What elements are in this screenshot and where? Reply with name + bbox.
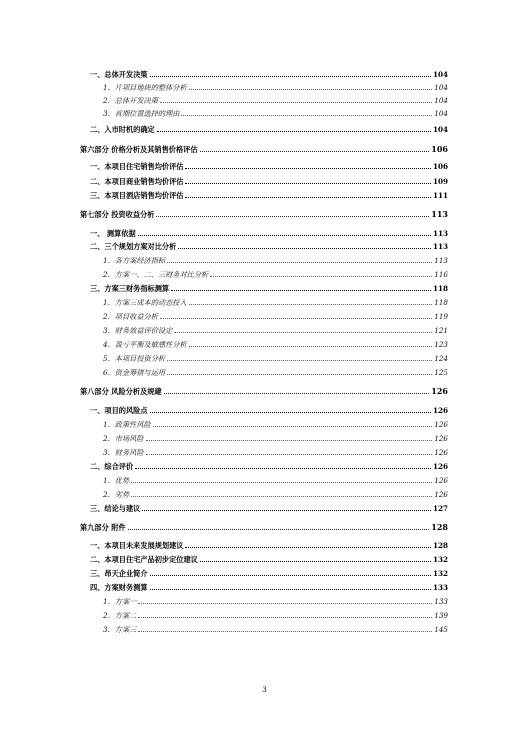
dot-leader xyxy=(174,332,432,333)
toc-entry-page: 145 xyxy=(434,625,448,634)
toc-entry-page: 133 xyxy=(432,583,448,592)
toc-entry-page: 118 xyxy=(434,298,448,307)
toc-section-entry[interactable] xyxy=(90,583,448,592)
toc-subsection-entry[interactable] xyxy=(103,611,448,620)
toc-section-entry[interactable] xyxy=(90,284,448,293)
toc-entry-label: 3．财务效益评价设定 xyxy=(103,326,173,335)
toc-entry-page: 111 xyxy=(432,191,448,200)
toc-entry-label: 一、本项目住宅销售均价评估 xyxy=(90,162,184,171)
toc-subsection-entry[interactable] xyxy=(103,448,448,457)
toc-entry-label: 三、结论与建议 xyxy=(90,504,141,513)
dot-leader xyxy=(135,468,431,469)
toc-subsection-entry[interactable] xyxy=(103,83,448,92)
dot-leader xyxy=(138,235,431,236)
toc-subsection-entry[interactable] xyxy=(103,476,448,485)
toc-entry-page: 104 xyxy=(434,109,448,118)
toc-entry-page: 126 xyxy=(434,476,448,485)
toc-subsection-entry[interactable] xyxy=(103,434,448,443)
toc-entry-page: 126 xyxy=(434,490,448,499)
toc-entry-page: 104 xyxy=(432,125,448,134)
toc-section-entry[interactable] xyxy=(90,191,448,200)
toc-entry-label: 三、昂天企业简介 xyxy=(90,569,148,578)
toc-section-entry[interactable] xyxy=(90,555,448,564)
toc-subsection-entry[interactable] xyxy=(103,312,448,321)
toc-subsection-entry[interactable] xyxy=(103,109,448,118)
toc-entry-page: 139 xyxy=(434,611,448,620)
toc-entry-page: 128 xyxy=(431,522,448,532)
toc-entry-label: 二、本项目商业销售均价评估 xyxy=(90,177,184,186)
dot-leader xyxy=(189,304,433,305)
toc-section-entry[interactable] xyxy=(90,541,448,550)
toc-part-heading[interactable] xyxy=(80,523,448,532)
toc-entry-page: 113 xyxy=(431,209,448,219)
dot-leader xyxy=(138,631,432,632)
toc-entry-label: 三、本项目酒店销售均价评估 xyxy=(90,191,184,200)
toc-entry-page: 128 xyxy=(432,541,448,550)
toc-part-heading[interactable] xyxy=(80,145,448,154)
dot-leader xyxy=(185,197,431,198)
dot-leader xyxy=(181,115,432,116)
toc-entry-label: 1．方案一 xyxy=(103,597,137,606)
dot-leader xyxy=(146,454,433,455)
dot-leader xyxy=(210,276,432,277)
toc-section-entry[interactable] xyxy=(90,70,448,79)
toc-entry-label: 一、 测算依据 xyxy=(90,229,136,238)
dot-leader xyxy=(131,496,432,497)
dot-leader xyxy=(138,617,432,618)
toc-entry-label: 5．本项目投资分析 xyxy=(103,354,166,363)
toc-entry-label: 第六部分 价格分析及其销售价格评估 xyxy=(80,145,198,154)
toc-subsection-entry[interactable] xyxy=(103,96,448,105)
toc-entry-label: 2．总体开发决策 xyxy=(103,96,158,105)
dot-leader xyxy=(167,262,432,263)
toc-entry-page: 126 xyxy=(432,406,448,415)
toc-entry-label: 二、三个规划方案对比分析 xyxy=(90,242,177,251)
toc-entry-page: 133 xyxy=(434,597,448,606)
toc-entry-page: 127 xyxy=(432,504,448,513)
toc-entry-label: 一、总体开发决策 xyxy=(90,70,148,79)
toc-subsection-entry[interactable] xyxy=(103,625,448,634)
toc-entry-page: 126 xyxy=(432,462,448,471)
toc-subsection-entry[interactable] xyxy=(103,420,448,429)
toc-entry-page: 119 xyxy=(434,312,448,321)
toc-entry-label: 3．方案三 xyxy=(103,625,137,634)
toc-entry-label: 2．方案二 xyxy=(103,611,137,620)
toc-subsection-entry[interactable] xyxy=(103,340,448,349)
toc-entry-label: 第七部分 投资收益分析 xyxy=(80,210,155,219)
dot-leader xyxy=(156,216,429,217)
toc-entry-page: 123 xyxy=(434,340,448,349)
dot-leader xyxy=(150,76,431,77)
toc-entry-page: 132 xyxy=(432,569,448,578)
toc-entry-page: 106 xyxy=(432,162,448,171)
toc-entry-label: 2．市场风险 xyxy=(103,434,144,443)
toc-entry-label: 4．盈亏平衡及敏感性分析 xyxy=(103,340,187,349)
toc-subsection-entry[interactable] xyxy=(103,256,448,265)
toc-entry-label: 1．片项目地块的整体分析 xyxy=(103,83,187,92)
toc-entry-page: 126 xyxy=(434,448,448,457)
toc-section-entry[interactable] xyxy=(90,504,448,513)
dot-leader xyxy=(146,440,433,441)
dot-leader xyxy=(200,151,430,152)
dot-leader xyxy=(128,529,430,530)
dot-leader xyxy=(150,575,431,576)
toc-subsection-entry[interactable] xyxy=(103,326,448,335)
dot-leader xyxy=(167,374,432,375)
toc-entry-page: 121 xyxy=(434,326,448,335)
toc-entry-page: 124 xyxy=(434,354,448,363)
toc-entry-page: 116 xyxy=(434,270,448,279)
dot-leader xyxy=(138,603,432,604)
toc-subsection-entry[interactable] xyxy=(103,354,448,363)
toc-entry-label: 第九部分 附件 xyxy=(80,523,126,532)
toc-entry-page: 126 xyxy=(431,386,448,396)
toc-entry-label: 1．各方案经济指标 xyxy=(103,256,166,265)
toc-section-entry[interactable] xyxy=(90,242,448,251)
toc-entry-label: 四、方案财务测算 xyxy=(90,583,148,592)
toc-section-entry[interactable] xyxy=(90,406,448,415)
toc-entry-label: 一、本项目未来发展规划建议 xyxy=(90,541,184,550)
toc-entry-label: 1．优势 xyxy=(103,476,130,485)
dot-leader xyxy=(167,360,432,361)
dot-leader xyxy=(160,318,432,319)
toc-subsection-entry[interactable] xyxy=(103,270,448,279)
toc-entry-label: 1．政策性风险 xyxy=(103,420,151,429)
dot-leader xyxy=(185,168,431,169)
toc-entry-label: 2．方案一、二、三财务对比分析 xyxy=(103,270,209,279)
dot-leader xyxy=(171,290,431,291)
dot-leader xyxy=(185,547,431,548)
toc-section-entry[interactable] xyxy=(90,229,448,238)
dot-leader xyxy=(164,393,430,394)
toc-entry-page: 104 xyxy=(432,70,448,79)
page-number: 3 xyxy=(262,686,267,694)
toc-entry-label: 3．首期位置选择的理由 xyxy=(103,109,180,118)
toc-entry-label: 2．项目收益分析 xyxy=(103,312,158,321)
toc-entry-label: 6．资金筹措与运用 xyxy=(103,368,166,377)
toc-section-entry[interactable] xyxy=(90,569,448,578)
toc-part-heading[interactable] xyxy=(80,387,448,396)
toc-entry-label: 第八部分 风险分析及规避 xyxy=(80,387,162,396)
dot-leader xyxy=(153,426,433,427)
toc-entry-label: 三、方案三财务指标测算 xyxy=(90,284,170,293)
toc-entry-page: 104 xyxy=(434,96,448,105)
toc-entry-page: 118 xyxy=(432,284,448,293)
dot-leader xyxy=(157,131,431,132)
toc-entry-page: 109 xyxy=(432,177,448,186)
dot-leader xyxy=(150,589,431,590)
toc-entry-page: 126 xyxy=(434,420,448,429)
toc-entry-page: 113 xyxy=(432,229,448,238)
toc-entry-label: 1．方案三成本的动态投入 xyxy=(103,298,187,307)
toc-entry-page: 125 xyxy=(434,368,448,377)
toc-subsection-entry[interactable] xyxy=(103,368,448,377)
toc-entry-label: 二、本项目住宅产品初步定位建议 xyxy=(90,555,198,564)
dot-leader xyxy=(150,412,431,413)
toc-section-entry[interactable] xyxy=(90,125,448,134)
toc-entry-page: 104 xyxy=(434,83,448,92)
toc-subsection-entry[interactable] xyxy=(103,490,448,499)
toc-section-entry[interactable] xyxy=(90,177,448,186)
dot-leader xyxy=(189,346,433,347)
toc-entry-label: 2．劣势 xyxy=(103,490,130,499)
dot-leader xyxy=(200,561,431,562)
toc-section-entry[interactable] xyxy=(90,462,448,471)
dot-leader xyxy=(185,183,431,184)
toc-entry-page: 126 xyxy=(434,434,448,443)
toc-part-heading[interactable] xyxy=(80,210,448,219)
toc-entry-label: 二、综合评价 xyxy=(90,462,134,471)
toc-entry-page: 106 xyxy=(431,144,448,154)
toc-entry-page: 113 xyxy=(434,256,448,265)
toc-entry-label: 二、入市时机的确定 xyxy=(90,125,155,134)
dot-leader xyxy=(178,248,431,249)
toc-section-entry[interactable] xyxy=(90,162,448,171)
toc-entry-page: 132 xyxy=(432,555,448,564)
toc-entry-label: 一、项目的风险点 xyxy=(90,406,148,415)
toc-entry-page: 113 xyxy=(432,242,448,251)
toc-subsection-entry[interactable] xyxy=(103,298,448,307)
dot-leader xyxy=(142,510,431,511)
toc-entry-label: 3．财务风险 xyxy=(103,448,144,457)
dot-leader xyxy=(160,102,432,103)
toc-subsection-entry[interactable] xyxy=(103,597,448,606)
dot-leader xyxy=(189,89,433,90)
dot-leader xyxy=(131,482,432,483)
